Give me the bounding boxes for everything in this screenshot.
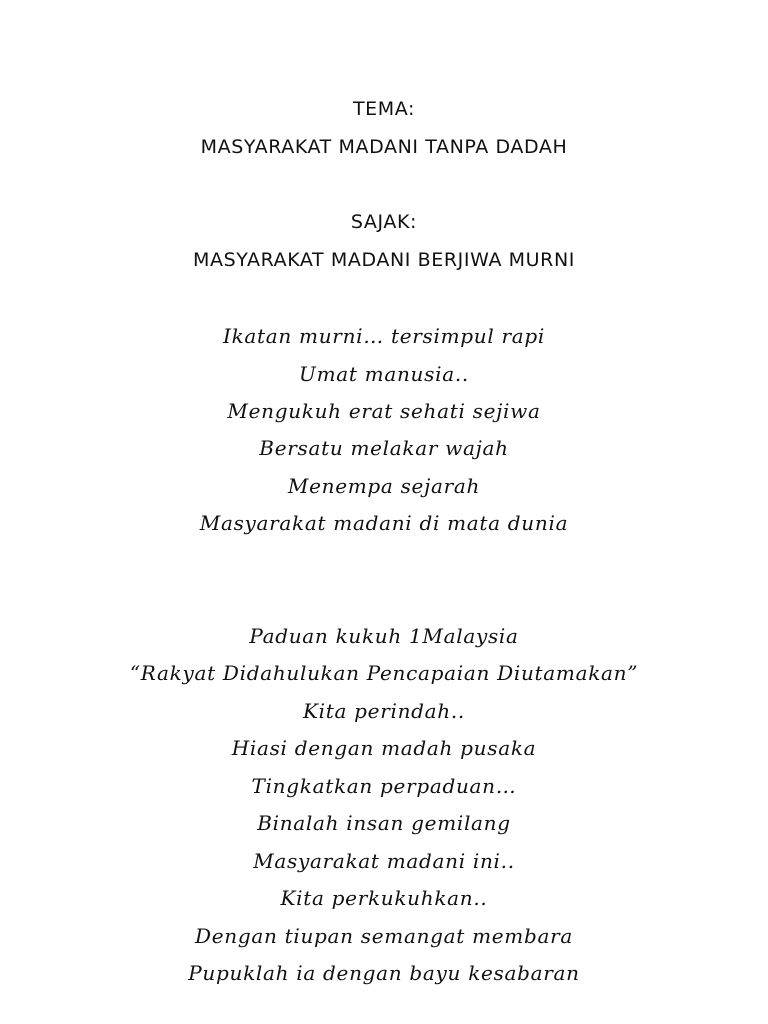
stanza-1-line: Masyarakat madani di mata dunia [199, 511, 569, 535]
stanza-2-line: Dengan tiupan semangat membara [195, 924, 573, 948]
stanza-2-line: Pupuklah ia dengan bayu kesabaran [188, 961, 580, 985]
poem-label: SAJAK: [350, 211, 418, 233]
stanza-2-line: Kita perindah.. [303, 699, 465, 723]
stanza-1-line: Menempa sejarah [287, 474, 481, 498]
stanza-2-line: Paduan kukuh 1Malaysia [249, 624, 519, 648]
stanza-1-line: Mengukuh erat sehati sejiwa [227, 399, 541, 423]
stanza-2-line: Binalah insan gemilang [257, 811, 511, 835]
stanza-2-line: Hiasi dengan madah pusaka [231, 736, 537, 760]
stanza-1-line: Umat manusia.. [299, 362, 469, 386]
stanza-2-line: Masyarakat madani ini.. [253, 849, 515, 873]
theme-title: MASYARAKAT MADANI TANPA DADAH [200, 136, 568, 158]
stanza-1-line: Ikatan murni… tersimpul rapi [223, 324, 545, 348]
stanza-1-line: Bersatu melakar wajah [259, 436, 509, 460]
stanza-2-line: “Rakyat Didahulukan Pencapaian Diutamakan” [129, 661, 639, 685]
poem-title: MASYARAKAT MADANI BERJIWA MURNI [193, 249, 575, 271]
theme-label: TEMA: [352, 98, 416, 120]
stanza-2-line: Kita perkukuhkan.. [280, 886, 488, 910]
stanza-2-line: Tingkatkan perpaduan… [251, 774, 517, 798]
